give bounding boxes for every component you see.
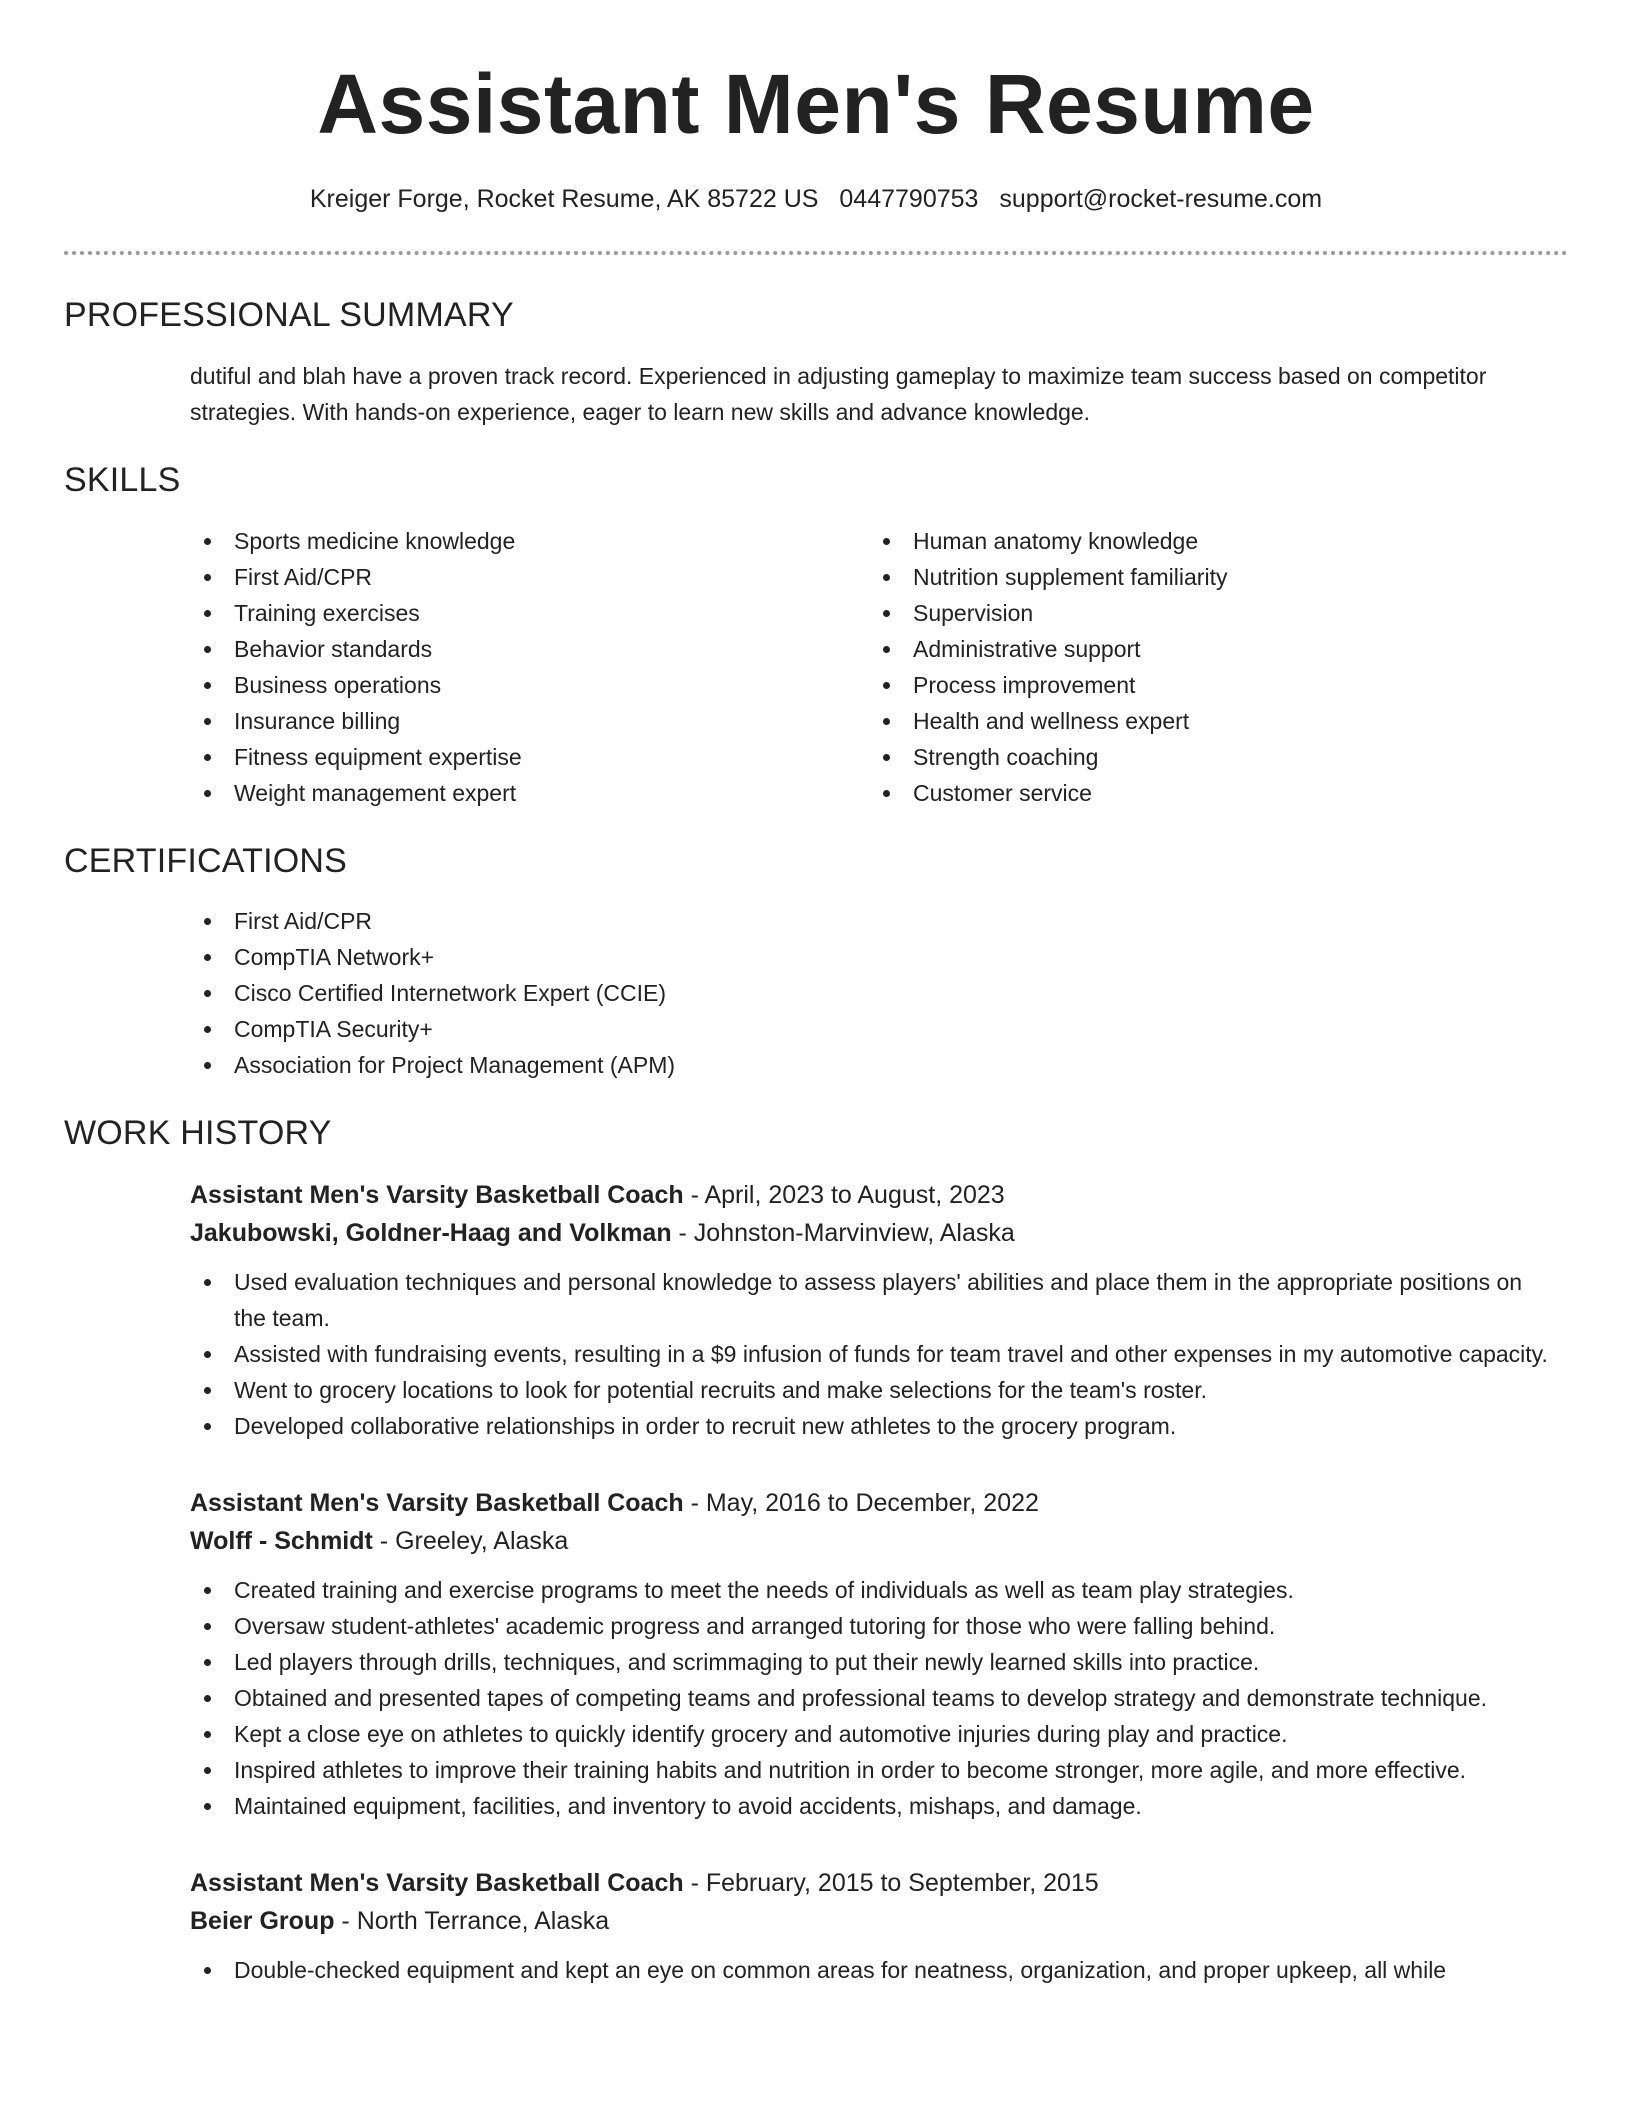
skill-item: Fitness equipment expertise: [190, 739, 869, 775]
skill-item: Nutrition supplement familiarity: [869, 559, 1548, 595]
job-title-line: [190, 1864, 1568, 1902]
skill-item: Human anatomy knowledge: [869, 523, 1548, 559]
resume-title: Assistant Men's Resume: [317, 57, 1315, 151]
certifications-list: [190, 903, 1568, 1083]
job-location: - Johnston-Marvinview, Alaska: [671, 1219, 1015, 1248]
job-entry: [190, 1484, 1568, 1824]
skill-item: Process improvement: [869, 667, 1548, 703]
job-title-line: [190, 1176, 1568, 1214]
job-location: - North Terrance, Alaska: [334, 1907, 610, 1936]
contact-phone: 0447790753: [839, 184, 979, 213]
skill-item: Insurance billing: [190, 703, 869, 739]
skill-item: Business operations: [190, 667, 869, 703]
skills-section: [64, 460, 1568, 811]
job-title: Assistant Men's Varsity Basketball Coach: [190, 1489, 684, 1518]
skills-list-left: [190, 523, 869, 811]
certification-item: First Aid/CPR: [190, 903, 1568, 939]
skills-list-right: [869, 523, 1548, 811]
job-duty-item: Maintained equipment, facilities, and inventory to avoid accidents, mishaps, and damage.: [190, 1788, 1548, 1824]
skill-item: Training exercises: [190, 595, 869, 631]
job-duty-item: Created training and exercise programs to meet the needs of individuals as well as team play strategies.: [190, 1572, 1548, 1608]
job-entry: [190, 1176, 1568, 1444]
certifications-heading: CERTIFICATIONS: [64, 841, 348, 880]
skill-item: Administrative support: [869, 631, 1548, 667]
work-history-heading: WORK HISTORY: [64, 1114, 332, 1153]
resume-page: [64, 0, 1568, 1988]
job-company-line: [190, 1522, 1568, 1560]
job-duties-list: [190, 1952, 1568, 1988]
certification-item: Association for Project Management (APM): [190, 1047, 1568, 1083]
certification-item: CompTIA Security+: [190, 1011, 1568, 1047]
skill-item: Customer service: [869, 775, 1548, 811]
job-location: - Greeley, Alaska: [372, 1527, 569, 1556]
summary-text: dutiful and blah have a proven track record. Experienced in adjusting gameplay to maximize team success based on competitor strategies. With hands-on experience, eager to learn new skills and advance knowledge.: [190, 362, 1487, 425]
skills-heading: SKILLS: [64, 460, 181, 499]
job-duty-item: Inspired athletes to improve their training habits and nutrition in order to become stronger, more agile, and more effective.: [190, 1752, 1548, 1788]
job-duty-item: Assisted with fundraising events, resulting in a $9 infusion of funds for team travel and other expenses in my automotive capacity.: [190, 1336, 1548, 1372]
skills-columns: [190, 523, 1568, 811]
job-dates: - April, 2023 to August, 2023: [683, 1181, 1005, 1210]
job-company-line: [190, 1902, 1568, 1940]
contact-address: Kreiger Forge, Rocket Resume, AK 85722 US: [309, 184, 819, 213]
job-duties-list: [190, 1572, 1568, 1824]
certifications-section: [64, 841, 1568, 1084]
work-history-section: [64, 1113, 1568, 1988]
job-title: Assistant Men's Varsity Basketball Coach: [190, 1869, 684, 1898]
certification-item: Cisco Certified Internetwork Expert (CCIE): [190, 975, 1568, 1011]
skill-item: Sports medicine knowledge: [190, 523, 869, 559]
job-company-line: [190, 1214, 1568, 1252]
job-duties-list: [190, 1264, 1568, 1444]
skill-item: Health and wellness expert: [869, 703, 1548, 739]
summary-section: [64, 295, 1568, 430]
job-entry: [190, 1864, 1568, 1988]
job-title: Assistant Men's Varsity Basketball Coach: [190, 1181, 684, 1210]
header-divider: [64, 251, 1568, 255]
skill-item: First Aid/CPR: [190, 559, 869, 595]
job-duty-item: Oversaw student-athletes' academic progress and arranged tutoring for those who were falling behind.: [190, 1608, 1548, 1644]
job-duty-item: Developed collaborative relationships in order to recruit new athletes to the grocery program.: [190, 1408, 1548, 1444]
job-company: Jakubowski, Goldner-Haag and Volkman: [190, 1219, 672, 1248]
job-dates: - February, 2015 to September, 2015: [683, 1869, 1099, 1898]
job-company: Wolff - Schmidt: [190, 1527, 373, 1556]
job-duty-item: Led players through drills, techniques, and scrimmaging to put their newly learned skills into practice.: [190, 1644, 1548, 1680]
job-duty-item: Went to grocery locations to look for potential recruits and make selections for the team's roster.: [190, 1372, 1548, 1408]
job-title-line: [190, 1484, 1568, 1522]
certification-item: CompTIA Network+: [190, 939, 1568, 975]
job-company: Beier Group: [190, 1907, 335, 1936]
skill-item: Strength coaching: [869, 739, 1548, 775]
job-duty-item: Double-checked equipment and kept an eye on common areas for neatness, organization, and proper upkeep, all while: [190, 1952, 1548, 1988]
skill-item: Weight management expert: [190, 775, 869, 811]
summary-heading: PROFESSIONAL SUMMARY: [64, 296, 514, 335]
job-duty-item: Used evaluation techniques and personal knowledge to assess players' abilities and place them in the appropriate positions on the team.: [190, 1264, 1548, 1336]
skill-item: Supervision: [869, 595, 1548, 631]
job-duty-item: Kept a close eye on athletes to quickly identify grocery and automotive injuries during play and practice.: [190, 1716, 1548, 1752]
contact-line: [64, 183, 1568, 216]
job-dates: - May, 2016 to December, 2022: [683, 1489, 1039, 1518]
contact-email: support@rocket-resume.com: [999, 184, 1323, 213]
job-duty-item: Obtained and presented tapes of competing teams and professional teams to develop strategy and demonstrate technique.: [190, 1680, 1548, 1716]
skill-item: Behavior standards: [190, 631, 869, 667]
